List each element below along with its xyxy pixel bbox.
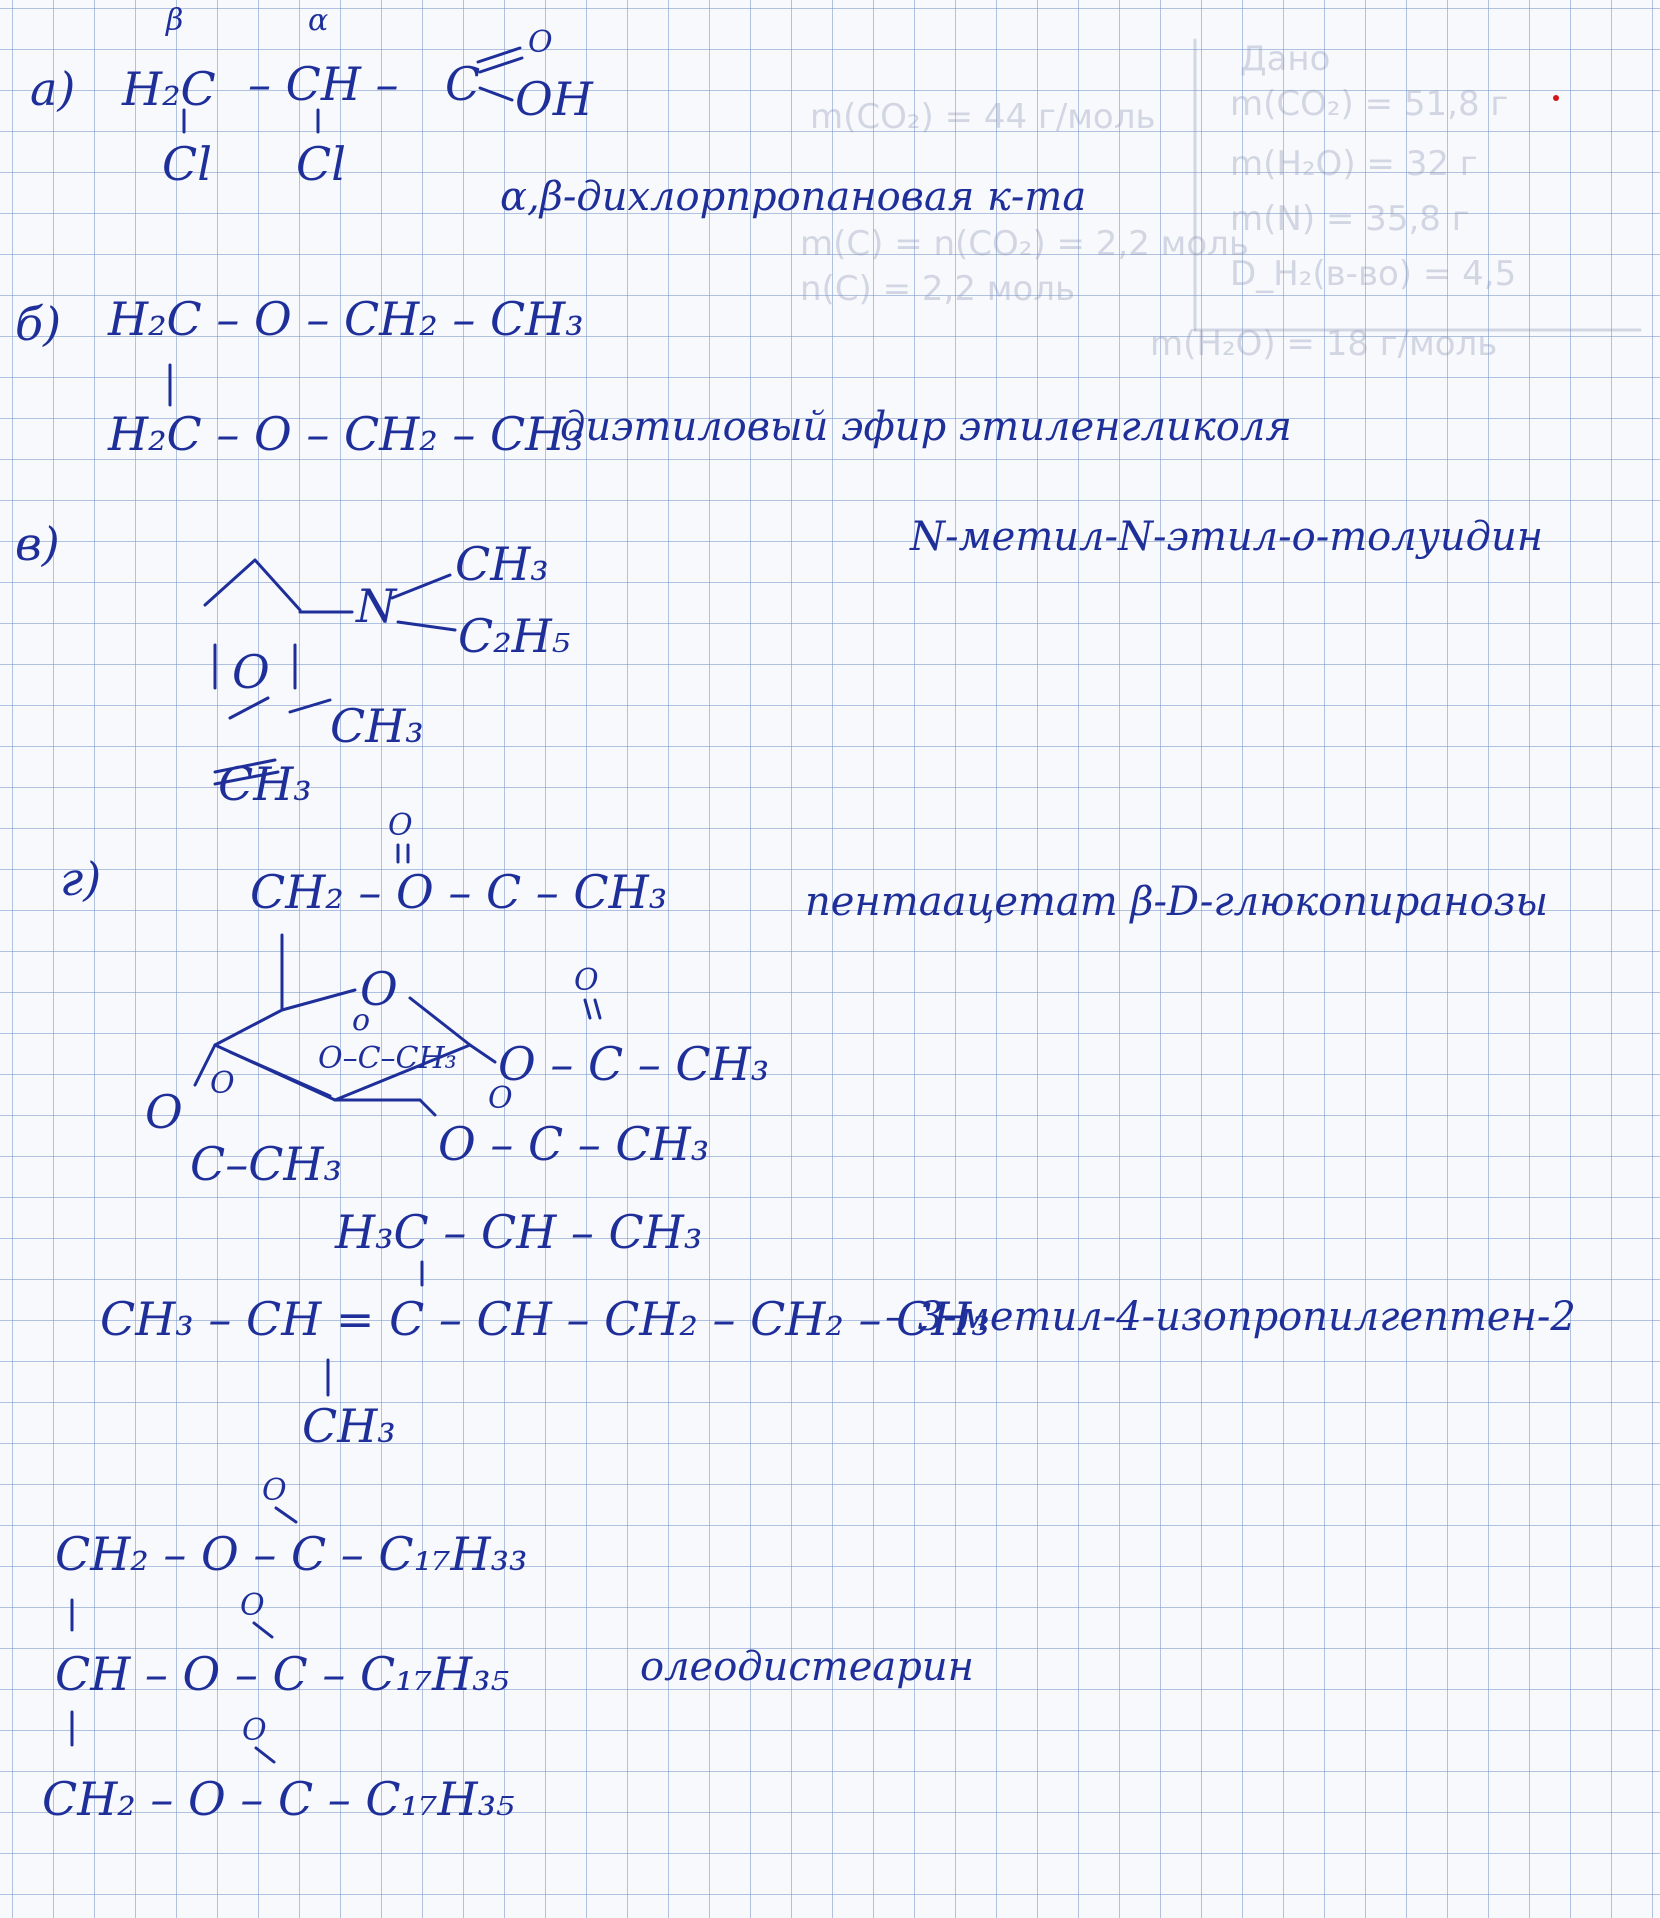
- chlorine-1: Cl: [162, 137, 212, 191]
- red-dot: [1553, 95, 1559, 101]
- compound-name: диэтиловый эфир этиленгликоля: [560, 404, 1292, 450]
- carbonyl-oxygen: O: [528, 25, 553, 60]
- ethyl-on-n: C₂H₅: [458, 609, 571, 663]
- section-b: [15, 292, 1292, 461]
- alpha-mark: α: [308, 3, 329, 38]
- section-label: в): [15, 517, 60, 571]
- left-carbonyl-o: O: [210, 1066, 235, 1101]
- section-label: а): [30, 62, 76, 116]
- methyl-on-n: CH₃: [455, 537, 549, 591]
- isopropyl-group: H₃C – CH – CH₃: [335, 1205, 703, 1259]
- ghost-line: m(CO₂) = 44 г/моль: [810, 97, 1156, 137]
- beta-mark: β: [166, 3, 184, 38]
- formula-line-2: H₂C – O – CH₂ – CH₃: [108, 407, 584, 461]
- methyl-on-ring: CH₃: [330, 699, 424, 753]
- carbonyl-oxygen: O: [388, 808, 413, 843]
- ring-oxygen: O: [360, 962, 398, 1016]
- inner-carbonyl-o: o: [352, 1003, 371, 1038]
- ghost-line: m(H₂O) = 18 г/моль: [1150, 324, 1498, 364]
- carbonyl-oxygen-1: O: [262, 1473, 287, 1508]
- section-label: б): [15, 297, 62, 351]
- ghost-line: n(C) = 2,2 моль: [800, 269, 1076, 309]
- ghost-line: m(C) = n(CO₂) = 2,2 моль: [800, 224, 1249, 264]
- carbon-3: C: [445, 57, 481, 111]
- struck-methyl: CH₃: [218, 757, 312, 811]
- glycerol-row-1: CH₂ – O – C – C₁₇H₃₃: [55, 1527, 528, 1581]
- carbon-2: – CH –: [248, 57, 399, 111]
- ghost-line: m(H₂O) = 32 г: [1230, 144, 1478, 184]
- ring-o: O: [232, 645, 270, 699]
- methyl-branch: CH₃: [302, 1399, 396, 1453]
- hydroxyl: OH: [515, 72, 593, 126]
- left-acetyl: C–CH₃: [190, 1137, 342, 1191]
- section-label: г): [60, 852, 102, 906]
- top-acetoxymethyl: CH₂ – O – C – CH₃: [250, 865, 668, 919]
- compound-name: пентаацетат β-D-глюкопиранозы: [805, 879, 1549, 925]
- compound-name: олеодистеарин: [640, 1644, 974, 1690]
- carbon-1: H₂C: [122, 62, 216, 116]
- inner-acetoxy: O–C–CH₃: [318, 1041, 457, 1076]
- formula-line-1: H₂C – O – CH₂ – CH₃: [108, 292, 584, 346]
- ghost-line: m(CO₂) = 51,8 г: [1230, 84, 1509, 124]
- ghost-line: Дано: [1240, 39, 1331, 79]
- left-oxygen: O: [145, 1085, 183, 1139]
- nitrogen: N: [356, 579, 397, 633]
- compound-name: – 3-метил-4-изопропилгептен-2: [885, 1294, 1576, 1340]
- carbonyl-oxygen-2: O: [240, 1588, 265, 1623]
- compound-name: α,β-дихлорпропановая к-та: [500, 174, 1087, 220]
- ghost-line: D_H₂(в-во) = 4,5: [1230, 254, 1517, 294]
- chlorine-2: Cl: [296, 137, 346, 191]
- compound-name: N-метил-N-этил-о-толуидин: [910, 514, 1544, 560]
- mid-carbonyl-o: O: [488, 1081, 513, 1116]
- glycerol-row-2: CH – O – C – C₁₇H₃₅: [55, 1647, 510, 1701]
- section-fat: [42, 1473, 974, 1826]
- right-carbonyl-o: O: [574, 963, 599, 998]
- section-alkene: [100, 1205, 1576, 1453]
- carbonyl-oxygen-3: O: [242, 1713, 267, 1748]
- section-v: [15, 514, 1543, 811]
- main-chain: CH₃ – CH = C – CH – CH₂ – CH₂ – CH₃: [100, 1292, 990, 1346]
- glycerol-row-3: CH₂ – O – C – C₁₇H₃₅: [42, 1772, 515, 1826]
- mid-acetoxy: O – C – CH₃: [438, 1117, 710, 1171]
- right-acetoxy: O – C – CH₃: [498, 1037, 770, 1091]
- section-g: [60, 808, 1548, 1191]
- ghost-line: m(N) = 35,8 г: [1230, 199, 1470, 239]
